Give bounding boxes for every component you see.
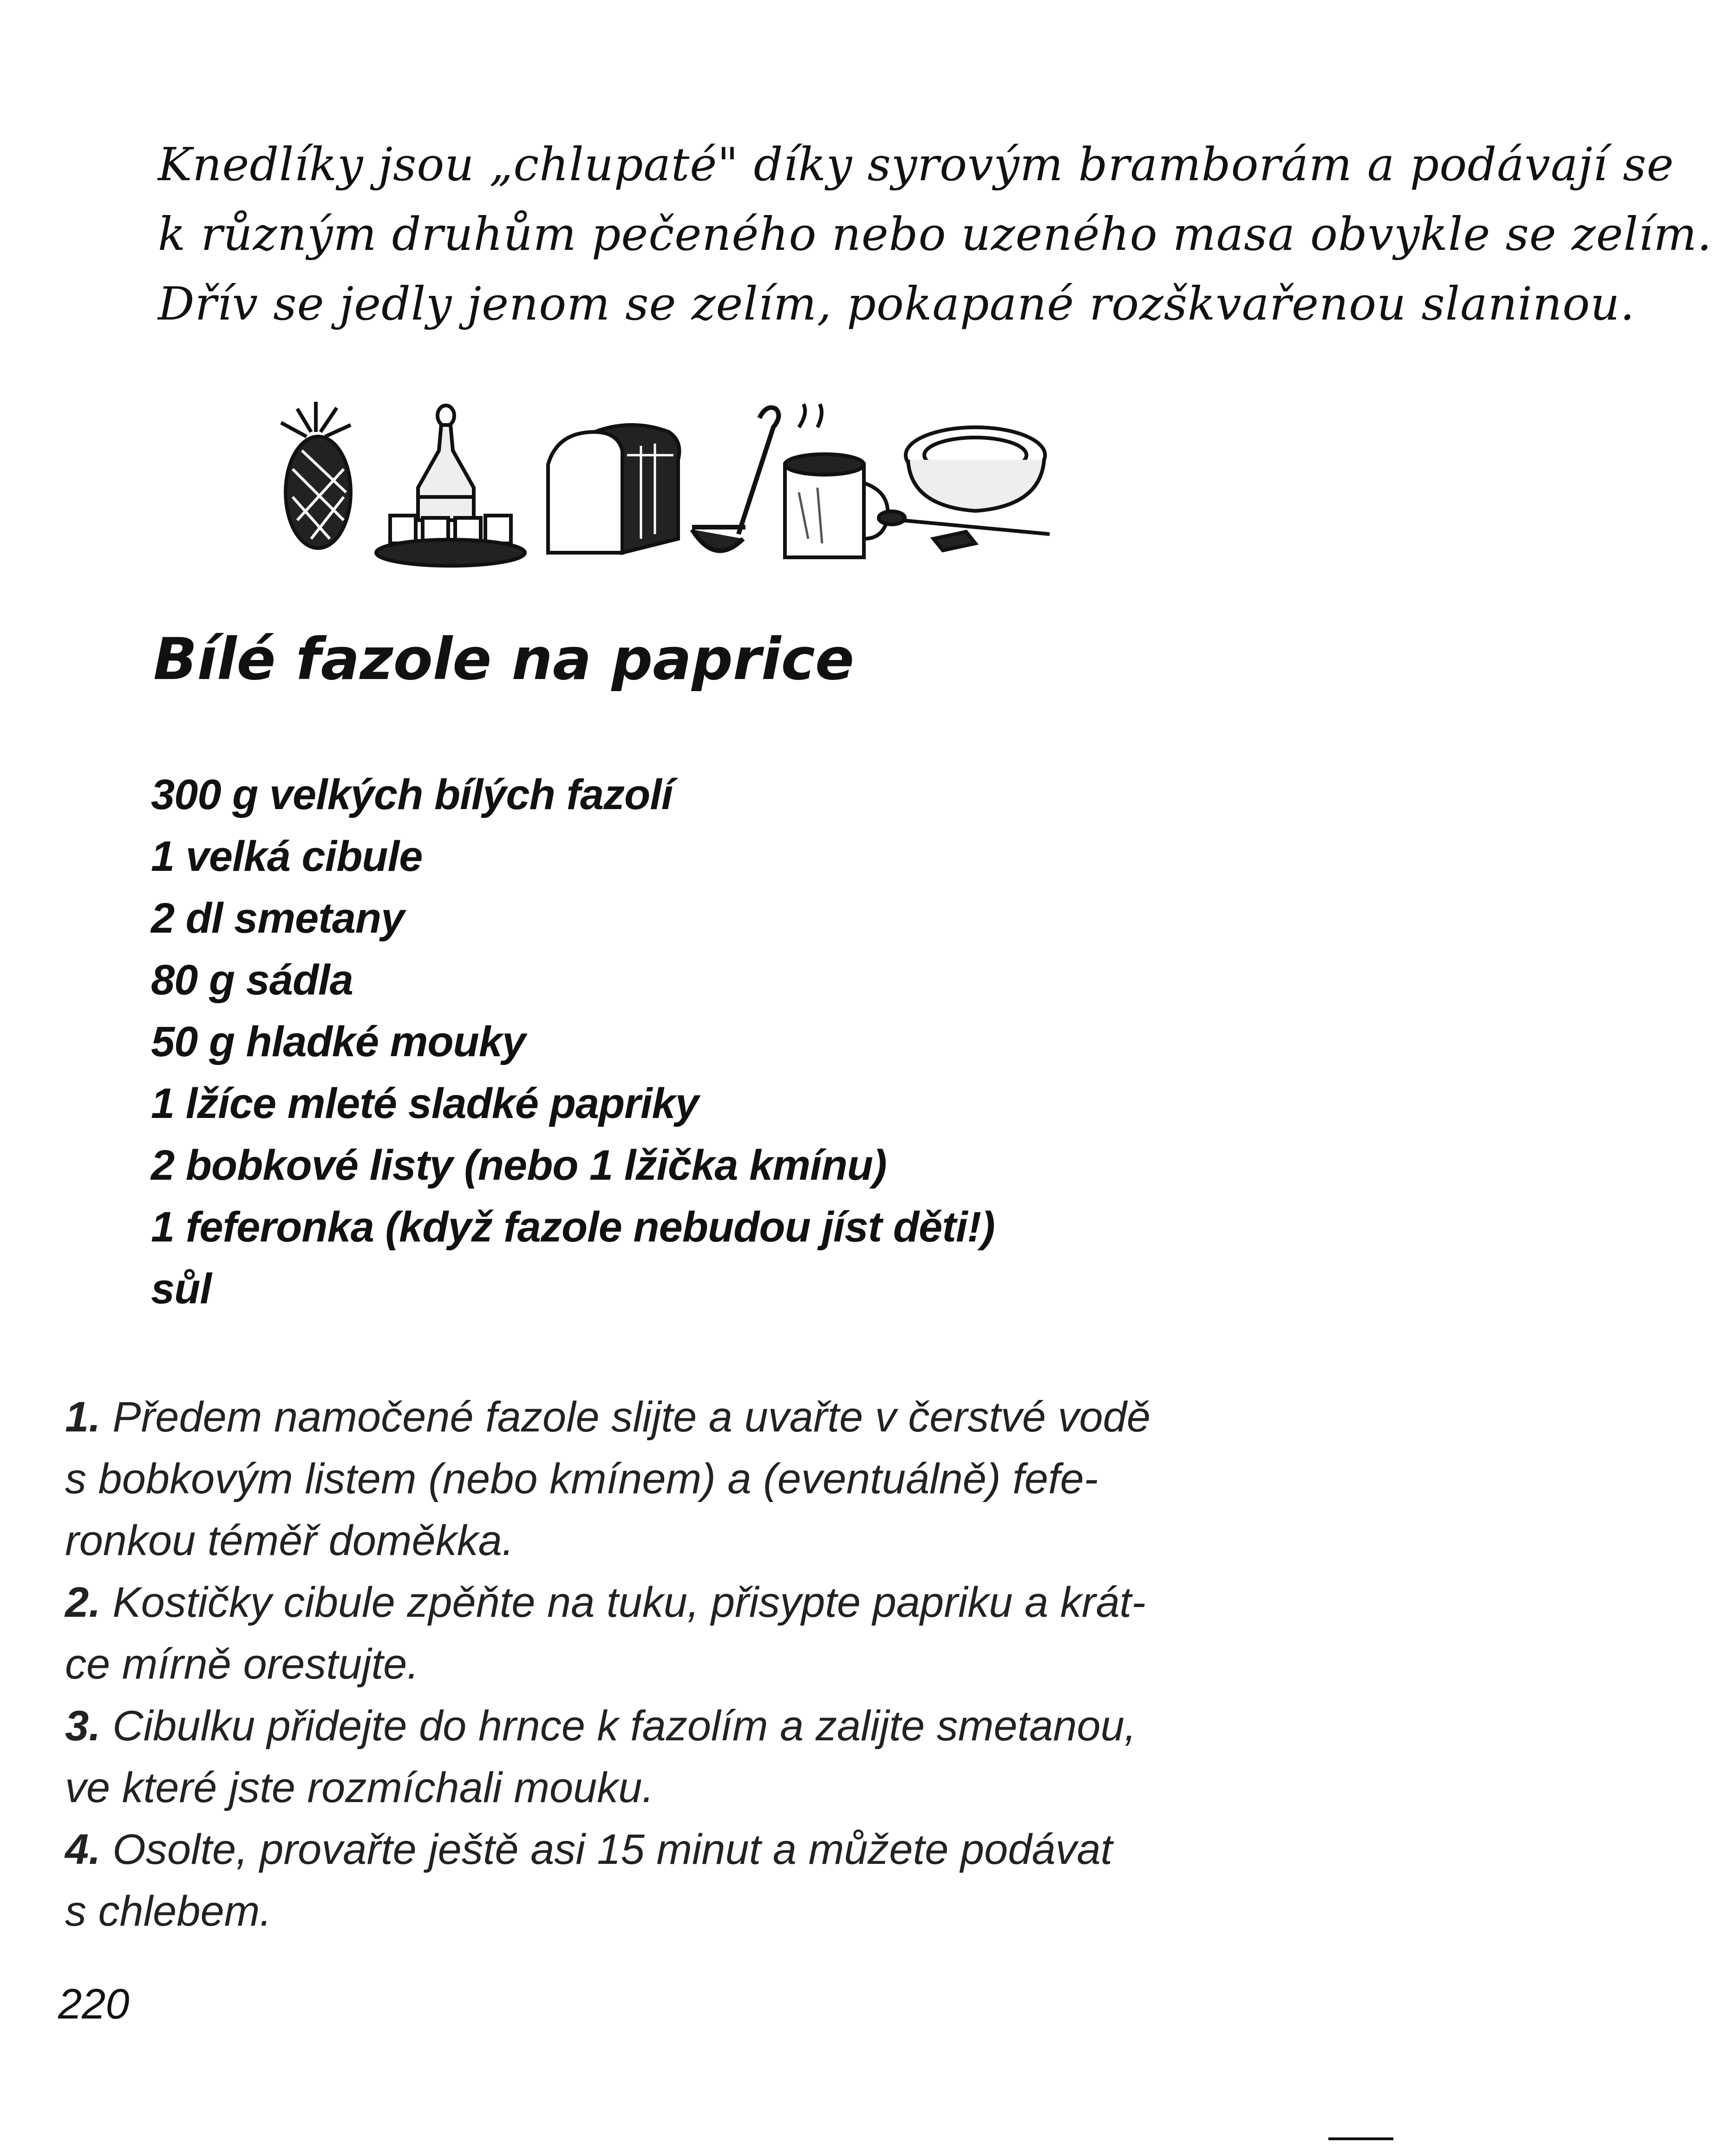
step-text: Osolte, provařte ještě asi 15 minut a můžete podávat (100, 1826, 1113, 1873)
step-number: 3. (65, 1702, 101, 1750)
ingredient-item: 300 g velkých bílých fazolí (151, 771, 673, 818)
decanter-icon (376, 405, 525, 566)
instruction-step (65, 1695, 1137, 1819)
step-text: s bobkovým listem (nebo kmínem) a (eventuálně) fefe- (65, 1455, 1098, 1503)
intro-line: k různým druhům pečeného nebo uzeného masa obvykle se zelím. (158, 208, 1712, 261)
ingredient-item: 1 velká cibule (151, 833, 423, 880)
instruction-steps (65, 1386, 1150, 1942)
ingredient-list (151, 764, 1219, 1320)
kitchen-illustration (260, 399, 1050, 576)
step-number: 1. (65, 1393, 101, 1441)
step-text: ronkou téměř doměkka. (65, 1517, 514, 1564)
step-line (65, 1572, 1146, 1633)
step-text: Cibulku přidejte do hrnce k fazolím a zalijte smetanou, (100, 1702, 1137, 1750)
instruction-step (65, 1386, 1150, 1572)
step-text: s chlebem. (65, 1888, 272, 1935)
ingredient-item: 50 g hladké mouky (151, 1018, 526, 1065)
step-number: 4. (65, 1826, 101, 1873)
step-text: ce mírně orestujte. (65, 1640, 419, 1688)
instruction-step (65, 1819, 1113, 1942)
ingredient-item: 2 dl smetany (151, 895, 405, 942)
step-number: 2. (65, 1579, 101, 1626)
step-text: Předem namočené fazole slijte a uvařte v čerstvé vodě (100, 1393, 1150, 1441)
corner-rule (1328, 2137, 1393, 2140)
intro-line: Knedlíky jsou „chlupaté" díky syrovým bramborám a podávají se (158, 138, 1674, 191)
step-line (65, 1819, 1113, 1881)
soup-bowl-icon (879, 427, 1050, 550)
ingredient-item: 1 lžíce mleté sladké papriky (151, 1080, 699, 1127)
intro-handwritten-note (158, 130, 1712, 339)
ingredient-item: 1 feferonka (když fazole nebudou jíst děti!) (151, 1203, 995, 1251)
ingredient-item: 2 bobkové listy (nebo 1 lžička kmínu) (151, 1142, 887, 1189)
recipe-title: Bílé fazole na paprice (153, 626, 855, 693)
step-text: ve které jste rozmíchali mouku. (65, 1764, 654, 1811)
mug-icon (785, 404, 888, 557)
step-text: Kostičky cibule zpěňte na tuku, přisypte papriku a krát- (100, 1579, 1146, 1626)
ladle-icon (692, 408, 778, 551)
bread-loaf-icon (548, 425, 680, 553)
instruction-step (65, 1572, 1146, 1695)
step-line (65, 1695, 1137, 1757)
intro-line: Dřív se jedly jenom se zelím, pokapané rozškvařenou slaninou. (158, 278, 1635, 331)
pineapple-icon (281, 402, 351, 548)
ingredient-item: 80 g sádla (151, 956, 353, 1004)
page-number: 220 (58, 1980, 130, 2028)
ingredient-item: sůl (151, 1265, 211, 1313)
step-line (65, 1386, 1150, 1448)
